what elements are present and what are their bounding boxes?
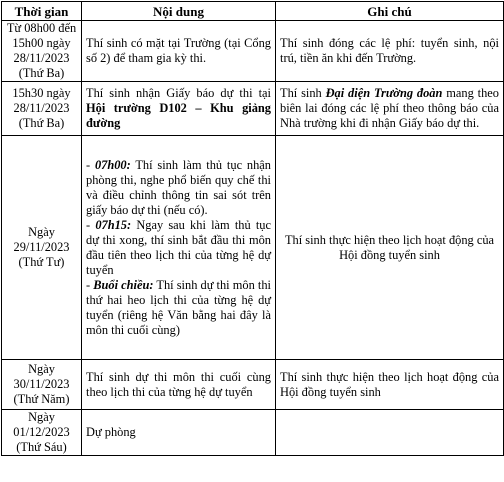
time-cell: Ngày 29/11/2023 (Thứ Tư) <box>2 136 82 360</box>
note-cell: Thí sinh đóng các lệ phí: tuyển sinh, nội trú, tiền ăn khi đến Trường. <box>276 21 504 82</box>
note-cell: Thí sinh thực hiện theo lịch hoạt động của Hội đồng tuyển sinh <box>276 136 504 360</box>
schedule-item-text: Ngay sau khi làm thủ tục dự thi xong, thí sinh bắt đầu thi môn đầu tiên theo lịch thi của từng hệ dự tuyển <box>86 217 272 277</box>
time-cell: Từ 08h00 đến 15h00 ngày 28/11/2023 (Thứ Ba) <box>2 21 82 82</box>
table-row <box>2 410 504 456</box>
table-row <box>2 136 504 360</box>
schedule-item: - 07h15: Ngay sau khi làm thủ tục dự thi xong, thí sinh bắt đầu thi môn đầu tiên theo lịch thi của từng hệ dự tuyển <box>86 217 272 277</box>
note-emphasis: Đại diện Trường đoàn <box>325 86 443 100</box>
note-text: Thí sinh <box>280 86 322 100</box>
content-location: Hội trường D102 – Khu giảng đường <box>86 101 271 130</box>
note-cell: Thí sinh thực hiện theo lịch hoạt động của Hội đồng tuyển sinh <box>276 360 504 410</box>
header-row <box>2 2 504 21</box>
note-cell <box>276 410 504 456</box>
schedule-item: - 07h00: Thí sinh làm thủ tục nhận phòng thi, nghe phổ biến quy chế thi và điều chỉnh thông tin sai sót trên giấy báo dự thi (nếu có). <box>86 157 271 217</box>
schedule-item-text: Thí sinh làm thủ tục nhận phòng thi, nghe phổ biến quy chế thi và điều chỉnh thông tin sai sót trên giấy báo dự thi (nếu có). <box>86 157 271 217</box>
schedule-item-time: 07h00: <box>94 157 131 172</box>
schedule-item-time: Buổi chiều: <box>93 277 154 292</box>
content-cell: Thí sinh dự thi môn thi cuối cùng theo lịch thi của từng hệ dự tuyển <box>82 360 276 410</box>
table-row <box>2 21 504 82</box>
table-row <box>2 82 504 136</box>
note-text-rest: mang theo biên lai đóng các lệ phí theo thông báo của Nhà trường khi đi nhận Giấy báo dự thi. <box>280 86 499 130</box>
content-cell <box>82 82 276 136</box>
content-cell <box>82 136 276 360</box>
content-text: Thí sinh nhận Giấy báo dự thi tại <box>86 86 271 100</box>
time-cell: Ngày 01/12/2023 (Thứ Sáu) <box>2 410 82 456</box>
schedule-table <box>1 1 504 456</box>
table-row <box>2 360 504 410</box>
schedule-item: - Buổi chiều: Thí sinh dự thi môn thi thứ hai heo lịch thi của từng hệ dự tuyển (riêng hệ Văn bằng hai đây là môn thi cuối cùng) <box>86 277 271 337</box>
content-cell: Dự phòng <box>82 410 276 456</box>
time-cell: 15h30 ngày 28/11/2023 (Thứ Ba) <box>2 82 82 136</box>
note-cell <box>276 82 504 136</box>
header-note: Ghi chú <box>276 2 504 21</box>
schedule-item-text: Thí sinh dự thi môn thi thứ hai heo lịch thi của từng hệ dự tuyển (riêng hệ Văn bằng hai đây là môn thi cuối cùng) <box>86 277 271 337</box>
time-cell: Ngày 30/11/2023 (Thứ Năm) <box>2 360 82 410</box>
header-time: Thời gian <box>2 2 82 21</box>
header-content: Nội dung <box>82 2 276 21</box>
schedule-item-time: 07h15: <box>95 217 132 232</box>
content-cell: Thí sinh có mặt tại Trường (tại Cổng số 2) để tham gia kỳ thi. <box>82 21 276 82</box>
